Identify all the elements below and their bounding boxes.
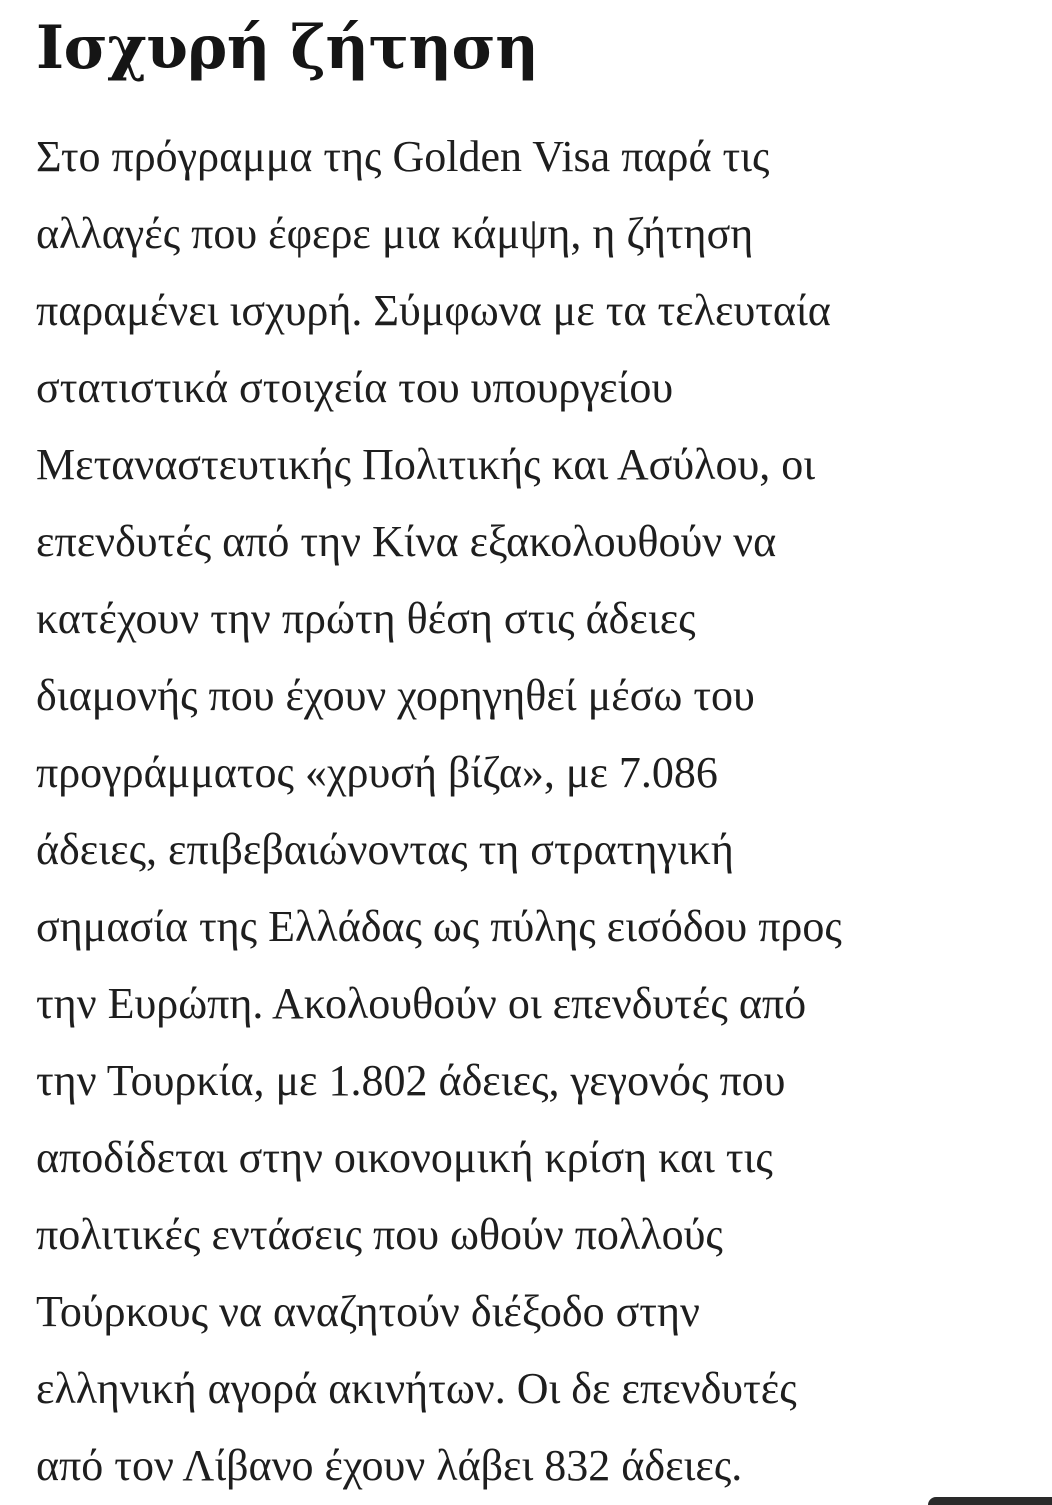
article <box>36 0 1046 1504</box>
article-paragraph <box>36 118 1046 1504</box>
paragraph-line: αλλαγές που έφερε μια κάμψη, η ζήτηση <box>36 209 754 258</box>
paragraph-line: άδειες, επιβεβαιώνοντας τη στρατηγική <box>36 825 734 874</box>
scroll-indicator[interactable] <box>928 1497 1052 1505</box>
paragraph-line: διαμονής που έχουν χορηγηθεί μέσω του <box>36 671 755 720</box>
paragraph-line: από τον Λίβανο έχουν λάβει 832 άδειες. <box>36 1441 743 1490</box>
paragraph-line: προγράμματος «χρυσή βίζα», με 7.086 <box>36 748 718 797</box>
paragraph-line: αποδίδεται στην οικονομική κρίση και τις <box>36 1133 773 1182</box>
paragraph-line: την Τουρκία, με 1.802 άδειες, γεγονός που <box>36 1056 786 1105</box>
paragraph-line: Τούρκους να αναζητούν διέξοδο στην <box>36 1287 700 1336</box>
section-heading: Ισχυρή ζήτηση <box>36 13 539 83</box>
paragraph-line: σημασία της Ελλάδας ως πύλης εισόδου προς <box>36 902 842 951</box>
paragraph-line: ελληνική αγορά ακινήτων. Οι δε επενδυτές <box>36 1364 797 1413</box>
paragraph-line: Μεταναστευτικής Πολιτικής και Ασύλου, οι <box>36 440 816 489</box>
paragraph-line: πολιτικές εντάσεις που ωθούν πολλούς <box>36 1210 723 1259</box>
paragraph-line: παραμένει ισχυρή. Σύμφωνα με τα τελευταία <box>36 286 831 335</box>
paragraph-line: επενδυτές από την Κίνα εξακολουθούν να <box>36 517 777 566</box>
paragraph-line: Στο πρόγραμμα της Golden Visa παρά τις <box>36 132 770 181</box>
paragraph-line: την Ευρώπη. Ακολουθούν οι επενδυτές από <box>36 979 807 1028</box>
paragraph-line: στατιστικά στοιχεία του υπουργείου <box>36 363 674 412</box>
paragraph-line: κατέχουν την πρώτη θέση στις άδειες <box>36 594 696 643</box>
